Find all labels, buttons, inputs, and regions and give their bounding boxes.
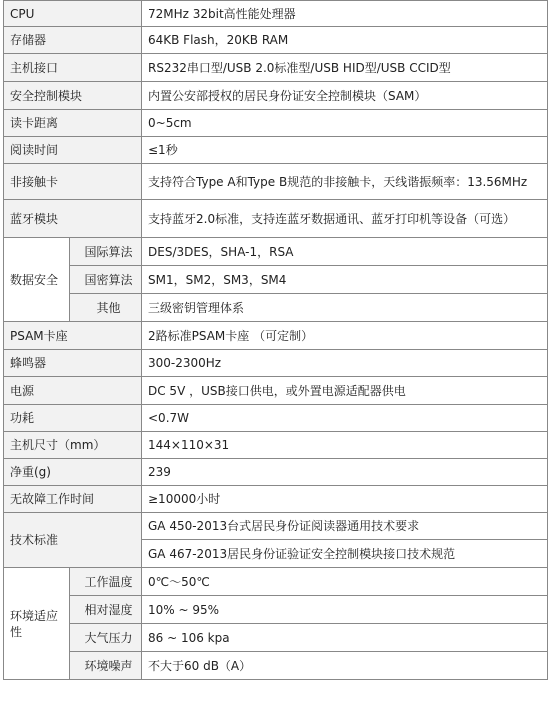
- row-value: <0.7W: [142, 405, 548, 432]
- row-label: 存储器: [4, 27, 142, 54]
- row-label: 电源: [4, 377, 142, 405]
- row-value: 支持蓝牙2.0标准，支持连蓝牙数据通讯、蓝牙打印机等设备（可选）: [142, 200, 548, 238]
- sub-label: 相对湿度: [70, 596, 142, 624]
- sub-label: 工作温度: [70, 568, 142, 596]
- row-label: PSAM卡座: [4, 322, 142, 350]
- table-row: [4, 486, 548, 513]
- table-row: [4, 350, 548, 377]
- table-row: [4, 432, 548, 459]
- row-value: 239: [142, 459, 548, 486]
- table-row: [4, 266, 548, 294]
- table-row: [4, 405, 548, 432]
- group-label: 数据安全: [4, 238, 70, 322]
- row-label: 无故障工作时间: [4, 486, 142, 513]
- row-value: SM1，SM2，SM3，SM4: [142, 266, 548, 294]
- sub-label: 大气压力: [70, 624, 142, 652]
- table-row: [4, 164, 548, 200]
- table-row: [4, 137, 548, 164]
- row-value: 144×110×31: [142, 432, 548, 459]
- table-row: [4, 27, 548, 54]
- row-label: 蜂鸣器: [4, 350, 142, 377]
- row-label: 主机接口: [4, 54, 142, 82]
- row-value: 300-2300Hz: [142, 350, 548, 377]
- row-label: 主机尺寸（mm）: [4, 432, 142, 459]
- table-row: [4, 377, 548, 405]
- sub-label: 环境噪声: [70, 652, 142, 680]
- row-label: 读卡距离: [4, 110, 142, 137]
- spec-table: [3, 0, 548, 680]
- row-label: CPU: [4, 1, 142, 27]
- row-value: 不大于60 dB（A）: [142, 652, 548, 680]
- row-value: 三级密钥管理体系: [142, 294, 548, 322]
- table-row: [4, 1, 548, 27]
- sub-label: 国密算法: [70, 266, 142, 294]
- table-row: [4, 596, 548, 624]
- sub-label: 国际算法: [70, 238, 142, 266]
- row-label: 非接触卡: [4, 164, 142, 200]
- row-label: 蓝牙模块: [4, 200, 142, 238]
- row-label: 净重(g): [4, 459, 142, 486]
- table-row: [4, 294, 548, 322]
- row-value: 0~5cm: [142, 110, 548, 137]
- row-value: 10% ~ 95%: [142, 596, 548, 624]
- row-value: 内置公安部授权的居民身份证安全控制模块（SAM）: [142, 82, 548, 110]
- table-row: [4, 568, 548, 596]
- row-value: GA 467-2013居民身份证验证安全控制模块接口技术规范: [142, 540, 548, 568]
- row-value: ≥10000小时: [142, 486, 548, 513]
- table-row: [4, 652, 548, 680]
- table-row: [4, 200, 548, 238]
- group-label: 环境适应性: [4, 568, 70, 680]
- row-value: 2路标准PSAM卡座 （可定制）: [142, 322, 548, 350]
- row-value: RS232串口型/USB 2.0标准型/USB HID型/USB CCID型: [142, 54, 548, 82]
- row-value: DC 5V ，USB接口供电，或外置电源适配器供电: [142, 377, 548, 405]
- table-row: [4, 110, 548, 137]
- table-row: [4, 238, 548, 266]
- row-value: DES/3DES，SHA-1，RSA: [142, 238, 548, 266]
- row-label: 安全控制模块: [4, 82, 142, 110]
- row-label: 功耗: [4, 405, 142, 432]
- row-value: 64KB Flash，20KB RAM: [142, 27, 548, 54]
- row-value: 0℃～50℃: [142, 568, 548, 596]
- sub-label: 其他: [70, 294, 142, 322]
- table-row: [4, 322, 548, 350]
- row-label: 阅读时间: [4, 137, 142, 164]
- row-label: 技术标准: [4, 513, 142, 568]
- row-value: 86 ~ 106 kpa: [142, 624, 548, 652]
- table-row: [4, 54, 548, 82]
- table-row: [4, 624, 548, 652]
- table-row: [4, 82, 548, 110]
- row-value: 72MHz 32bit高性能处理器: [142, 1, 548, 27]
- row-value: 支持符合Type A和Type B规范的非接触卡，天线谐振频率：13.56MHz: [142, 164, 548, 200]
- table-row: [4, 513, 548, 540]
- table-row: [4, 459, 548, 486]
- row-value: ≤1秒: [142, 137, 548, 164]
- row-value: GA 450-2013台式居民身份证阅读器通用技术要求: [142, 513, 548, 540]
